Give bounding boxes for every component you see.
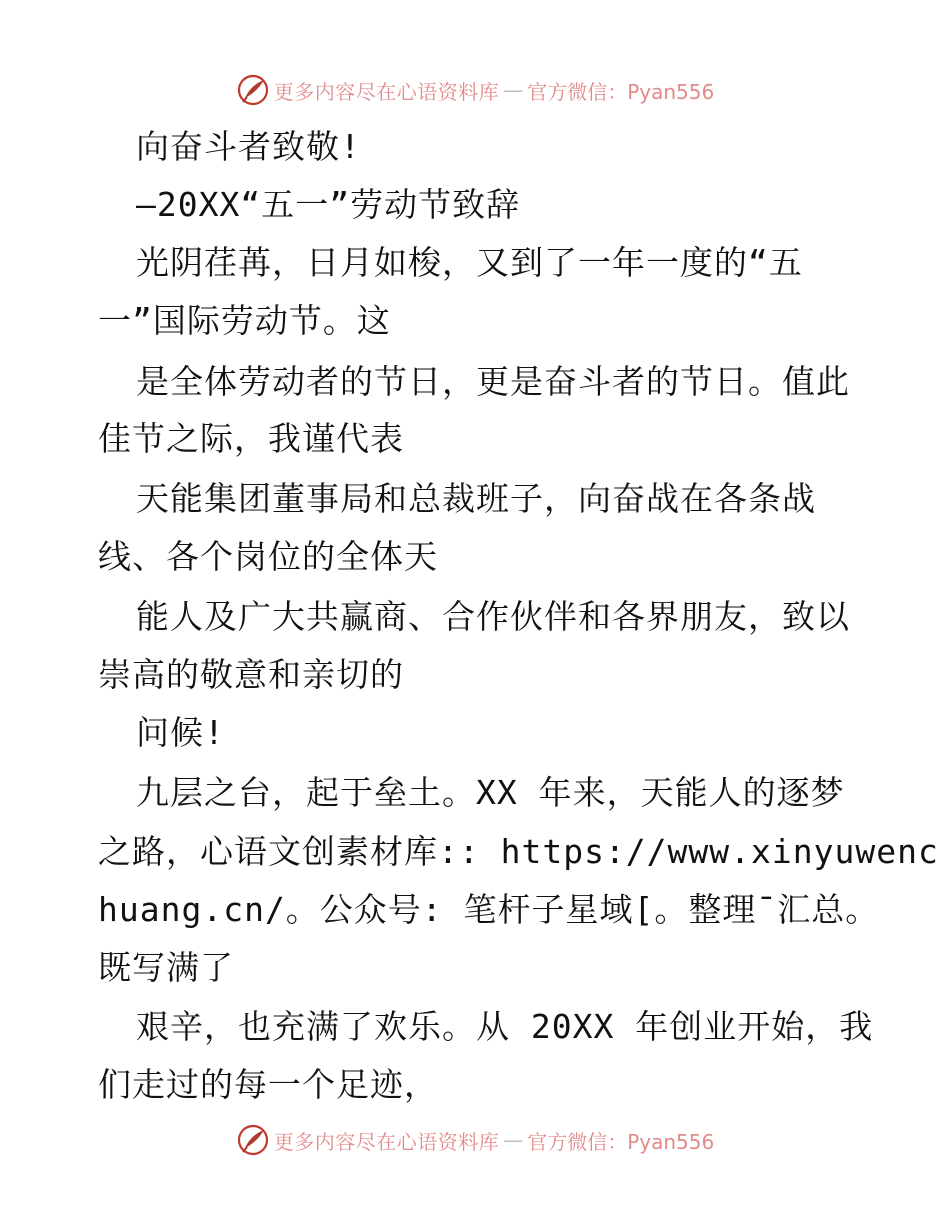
paragraph-line: 一”国际劳动节。这	[98, 301, 391, 340]
feather-pen-logo-icon	[236, 73, 270, 107]
document-subtitle: —20XX“五一”劳动节致辞	[136, 185, 521, 224]
paragraph-line: 既写满了	[98, 948, 234, 987]
paragraph-line: 佳节之际，我谨代表	[98, 419, 404, 458]
paragraph-line: huang.cn/。公众号: 笔杆子星域[。整理¯汇总。	[98, 890, 880, 929]
watermark-separator: —	[503, 78, 524, 102]
paragraph-line: 是全体劳动者的节日，更是奋斗者的节日。值此	[136, 362, 850, 401]
watermark-wechat-text: 官方微信：Pyan556	[527, 79, 715, 104]
paragraph-line: 光阴荏苒，日月如梭，又到了一年一度的“五	[136, 243, 803, 282]
paragraph-line: 们走过的每一个足迹，	[98, 1065, 438, 1104]
paragraph-line: 九层之台，起于垒土。XX 年来，天能人的逐梦	[136, 773, 845, 812]
paragraph-line: 艰辛，也充满了欢乐。从 20XX 年创业开始，我	[136, 1007, 874, 1046]
watermark-site-text: 更多内容尽在心语资料库	[273, 79, 500, 104]
paragraph-line: 崇高的敬意和亲切的	[98, 655, 404, 694]
paragraph-line: 天能集团董事局和总裁班子，向奋战在各条战	[136, 479, 816, 518]
paragraph-line: 之路，心语文创素材库:: https://www.xinyuwenc	[98, 832, 939, 871]
feather-pen-logo-icon	[236, 1123, 270, 1157]
header-watermark	[0, 70, 950, 110]
paragraph-line: 能人及广大共赢商、合作伙伴和各界朋友，致以	[136, 597, 850, 636]
footer-watermark	[0, 1120, 950, 1160]
watermark-wechat-text: 官方微信：Pyan556	[527, 1129, 715, 1154]
watermark-separator: —	[503, 1128, 524, 1152]
watermark-site-text: 更多内容尽在心语资料库	[273, 1129, 500, 1154]
document-title: 向奋斗者致敬!	[136, 127, 361, 166]
paragraph-line: 问候!	[136, 713, 225, 752]
paragraph-line: 线、各个岗位的全体天	[98, 537, 438, 576]
